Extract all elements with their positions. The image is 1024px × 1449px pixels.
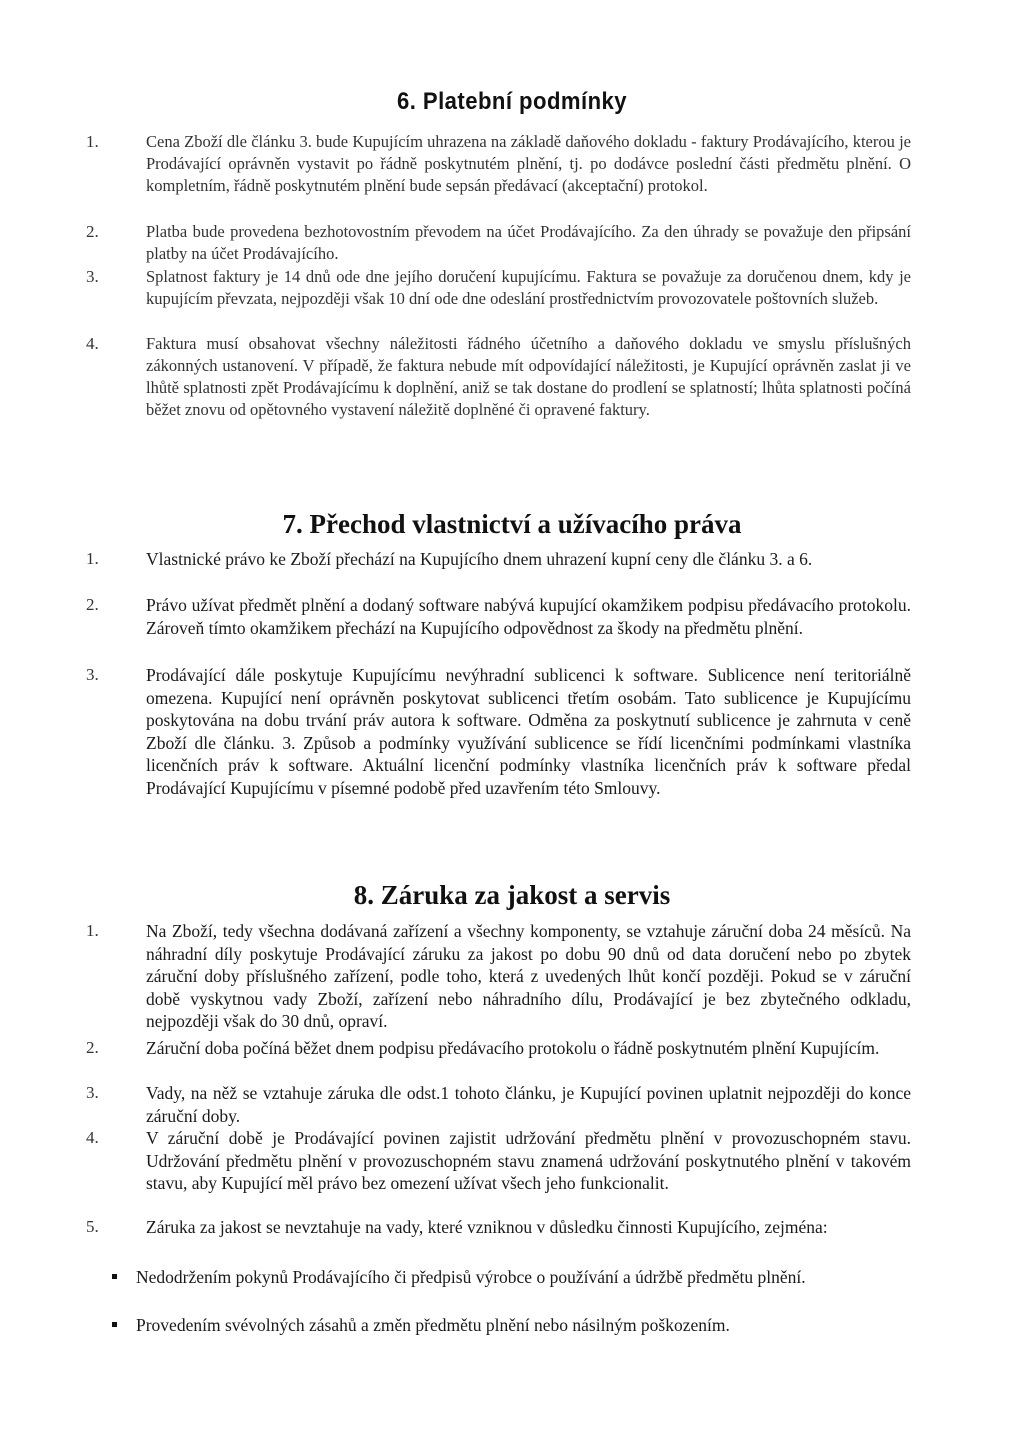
item-text: Záruka za jakost se nevztahuje na vady, které vzniknou v důsledku činnosti Kupujícího, zejména:	[146, 1217, 828, 1237]
section-7-title: 7. Přechod vlastnictví a užívacího práva	[282, 509, 742, 539]
item-text: Cena Zboží dle článku 3. bude Kupujícím uhrazena na základě daňového dokladu - faktury Prodávajícího, kterou je Prodávající oprávněn vystavit po řádně poskytnutém plnění, tj. po dodávce poslední části předmětu plnění. O kompletním, řádně poskytnutém plnění bude sepsán předávací (akceptační) protokol.	[146, 132, 911, 195]
item-text: Na Zboží, tedy všechna dodávaná zařízení a všechny komponenty, se vztahuje záruční doba 24 měsíců. Na náhradní díly poskytuje Prodávající záruku za jakost po dobu 90 dnů od data doručení nebo po zbytek záruční doby příslušného zařízení, podle toho, která z uvedených lhůt končí později. Pokud se v záruční době vyskytnou vady Zboží, zařízení nebo náhradního dílu, Prodávající je bez zbytečného odkladu, nejpozději však do 30 dnů, opraví.	[146, 921, 911, 1031]
item-text: Faktura musí obsahovat všechny náležitosti řádného účetního a daňového dokladu ve smyslu příslušných zákonných ustanovení. V případě, že faktura nebude mít odpovídající náležitosti, je Kupující oprávněn zaslat ji ve lhůtě splatnosti zpět Prodávajícímu k doplnění, aniž se tak dostane do prodlení se splatností; lhůta splatnosti počíná běžet znovu od opětovného vystavení náležitě doplněné či opravené faktury.	[146, 334, 911, 419]
item-number: 1.	[86, 132, 99, 151]
item-number: 1.	[86, 921, 99, 940]
item-text: Právo užívat předmět plnění a dodaný software nabývá kupující okamžikem podpisu předávacího protokolu. Zároveň tímto okamžikem přechází na Kupujícího odpovědnost za škody na předmětu plnění.	[146, 595, 911, 638]
item-text: Splatnost faktury je 14 dnů ode dne jejího doručení kupujícímu. Faktura se považuje za doručenou dnem, kdy je kupujícím převzata, nejpozději však 10 dní ode dne odeslání prostřednictvím provozovatele poštovních služeb.	[146, 267, 911, 308]
item-text: Vady, na něž se vztahuje záruka dle odst.1 tohoto článku, je Kupující povinen uplatnit nejpozději do konce záruční doby.	[146, 1083, 911, 1126]
item-number: 1.	[86, 549, 99, 568]
item-number: 2.	[86, 1038, 99, 1057]
item-text: Platba bude provedena bezhotovostním převodem na účet Prodávajícího. Za den úhrady se považuje den připsání platby na účet Prodávajícího.	[146, 222, 911, 263]
item-number: 4.	[86, 1128, 99, 1147]
section-6-title: 6. Platební podmínky	[396, 88, 628, 115]
item-number: 2.	[86, 595, 99, 614]
bullet-text: Nedodržením pokynů Prodávajícího či předpisů výrobce o používání a údržbě předmětu plnění.	[136, 1267, 806, 1287]
bullet-text: Provedením svévolných zásahů a změn předmětu plnění nebo násilným poškozením.	[136, 1315, 730, 1335]
item-text: Vlastnické právo ke Zboží přechází na Kupujícího dnem uhrazení kupní ceny dle článku 3. a 6.	[146, 549, 813, 569]
item-number: 5.	[86, 1217, 99, 1236]
section-8-title: 8. Záruka za jakost a servis	[353, 880, 671, 910]
item-text: V záruční době je Prodávající povinen zajistit udržování předmětu plnění v provozuschopném stavu. Udržování předmětu plnění v provozuschopném stavu znamená udržování poskytnutého plnění v takovém stavu, aby Kupující měl právo bez omezení užívat všech jeho funkcionalit.	[146, 1128, 911, 1193]
item-text: Záruční doba počíná běžet dnem podpisu předávacího protokolu o řádně poskytnutém plnění Kupujícím.	[146, 1038, 880, 1058]
item-number: 4.	[86, 334, 99, 353]
bullet-square-icon	[112, 1322, 117, 1327]
item-text: Prodávající dále poskytuje Kupujícímu nevýhradní sublicenci k software. Sublicence není teritoriálně omezena. Kupující není oprávněn poskytovat sublicenci třetím osobám. Tato sublicence je Kupujícímu poskytována na dobu trvání práv autora k software. Odměna za poskytnutí sublicence je zahrnuta v ceně Zboží dle článku. 3. Způsob a podmínky využívání sublicence se řídí licenčními podmínkami vlastníka licenčních práv k software. Aktuální licenční podmínky vlastníka licenčních práv k software předal Prodávající Kupujícímu v písemné podobě před uzavřením této Smlouvy.	[146, 665, 911, 798]
item-number: 2.	[86, 222, 99, 241]
bullet-square-icon	[112, 1274, 117, 1279]
item-number: 3.	[86, 665, 99, 684]
item-number: 3.	[86, 267, 99, 286]
item-number: 3.	[86, 1083, 99, 1102]
